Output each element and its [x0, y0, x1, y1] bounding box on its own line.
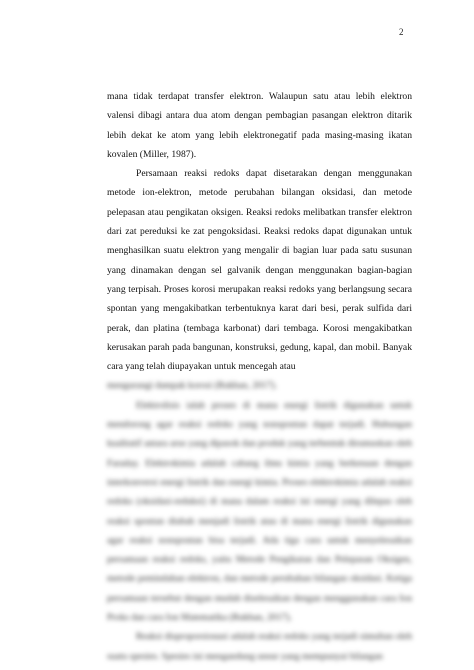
blurred-section: [107, 376, 412, 665]
paragraph-1: mana tidak terdapat transfer elektron. Walaupun satu atau lebih elektron valensi dibagi antara dua atom dengan pembagian pasangan elektron ditarik lebih dekat ke atom yang lebih elektronegatif pada masing-masing ikatan kovalen (Miller, 1987).: [107, 91, 412, 160]
blurred-paragraph-1: Elektrolisis ialah proses di mana energi listrik digunakan untuk mendorong agar reaksi redoks yang nonspontan dapat terjadi. Hubungan kualitatif antara arus yang dipasok dan produk yang terbentuk dirumuskan oleh Faraday. Elektrokimia adalah cabang ilmu kimia yang berkenaan dengan interkonversi energi listrik dan energi kimia. Proses elektrokimia adalah reaksi redoks (oksidasi-reduksi) di mana dalam reaksi ini energi yang dilepas oleh reaksi spontan diubah menjadi listrik atau di mana energi listrik digunakan agar reaksi nonspontan bisa terjadi. Ada tiga cara untuk menyelesaikan persamaan reaksi redoks, yaitu Metode Pengikatan dan Pelepasan Oksigen, metode pemindahan elektron, dan metode perubahan bilangan oksidasi. Ketiga persamaan tersebut dengan mudah diselesaikan dengan menggunakan cara Ion Proks dan cara Ion Matematika (Rukhan, 2017).: [107, 399, 412, 624]
body-text: [107, 87, 412, 666]
blurred-paragraph-tail: mengurangi dampak korosi (Rukhan, 2017).: [107, 380, 277, 392]
paragraph-2: Persamaan reaksi redoks dapat disetarakan dengan menggunakan metode ion-elektron, metode perubahan bilangan oksidasi, dan metode pelepasan atau pengikatan oksigen. Reaksi redoks melibatkan transfer elektron dari zat pereduksi ke zat pengoksidasi. Reaksi redoks dapat digunakan untuk menghasilkan suatu elektron yang mengalir di bagian luar pada satu susunan yang dinamakan dengan sel galvanik dengan menggunakan bagian-bagian yang terpisah. Proses korosi merupakan reaksi redoks yang berlangsung secara spontan yang mengakibatkan terbentuknya karat dari besi, perak sulfida dari perak, dan platina (tembaga karbonat) dari tembaga. Korosi mengakibatkan kerusakan parah pada bangunan, konstruksi, gedung, kapal, dan mobil. Banyak cara yang telah diupayakan untuk mencegah atau: [107, 168, 412, 373]
blurred-paragraph-2: Reaksi disproporsionasi adalah reaksi redoks yang terjadi simultan oleh suatu spesies. Spesies ini mengandung unsur yang mempunyai bilangan: [107, 631, 412, 662]
page-number: 2: [399, 27, 404, 37]
